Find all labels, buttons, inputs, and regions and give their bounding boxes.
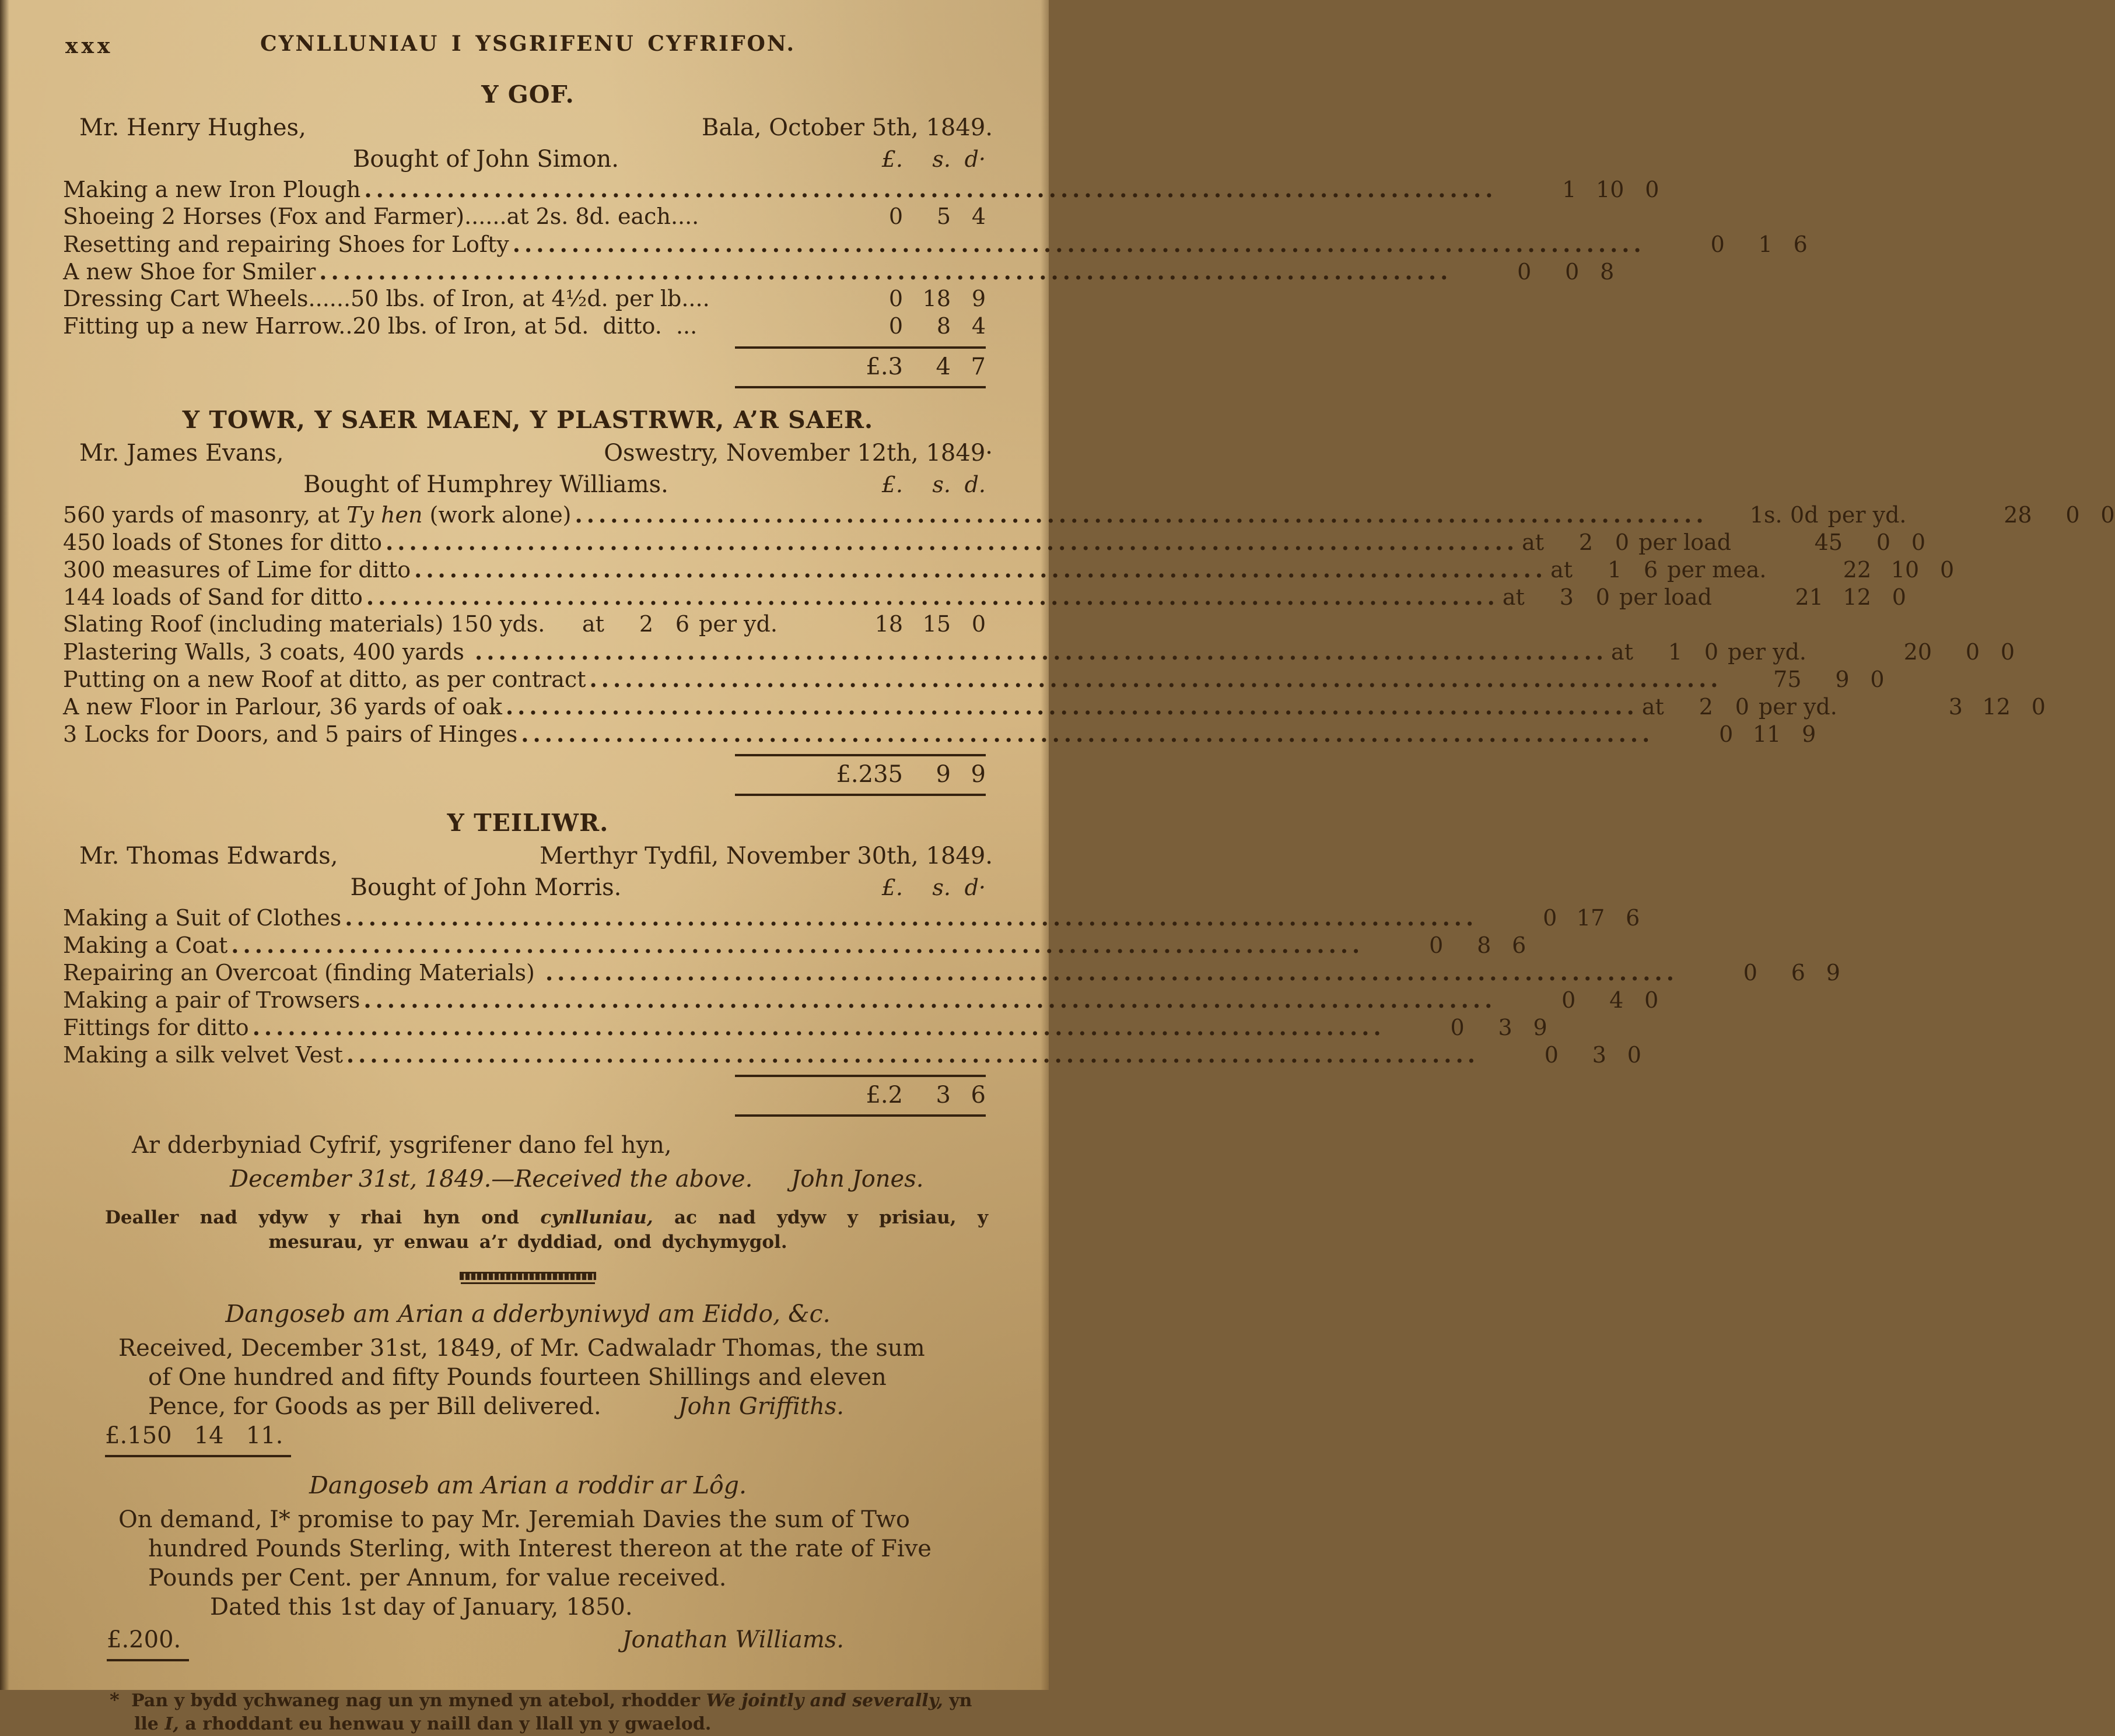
pence-header: d· (964, 146, 986, 172)
bill-line-item: 3 Locks for Doors, and 5 pairs of Hinges ..... 0 11 9 (63, 721, 993, 748)
place-date: Oswestry, November 12th, 1849· (604, 440, 993, 467)
dot-leader (513, 231, 1645, 257)
bill-items (63, 904, 1840, 1069)
bill-total: £.235 9 9 (735, 754, 986, 796)
dot-leader (231, 932, 1364, 958)
signature: Jonathan Williams. (622, 1626, 844, 1653)
rate-cell: at 1 6 per mea. (1550, 557, 1767, 583)
dot-leader (590, 666, 1722, 692)
bill-line-item: Making a silk velvet Vest ..... 0 3 0 (63, 1041, 993, 1069)
dot-leader (346, 1041, 1479, 1068)
bill-parties (63, 440, 993, 467)
customer-name: Mr. Thomas Edwards, (79, 843, 338, 869)
bill-line-item: 300 measures of Lime for ditto ..... at 1 6 per mea. 22 10 0 (63, 556, 993, 584)
bill-blacksmith (63, 80, 1808, 388)
receipt-amount: £.150 14 11. (105, 1421, 291, 1457)
shillings-header: s. (932, 875, 951, 900)
dot-leader (521, 721, 1654, 747)
bill-parties (63, 114, 993, 141)
currency-column-headers (827, 875, 986, 900)
customer-name: Mr. James Evans, (79, 440, 284, 467)
bill-total: £.3 4 7 (735, 346, 986, 388)
asterisk-marker: * (110, 1689, 120, 1711)
customer-name: Mr. Henry Hughes, (79, 114, 306, 141)
promissory-body: On demand, I* promise to pay Mr. Jeremiah Davies the sum of Two hundred Pounds Sterling, with Interest thereon at the rate of Five Pounds per Cent. per Annum, for value received. Dated this 1st day of January, 1850. £.200. Jonathan Williams. (63, 1505, 993, 1661)
received-above-text: December 31st, 1849.—Received the above. (230, 1166, 753, 1193)
received-above-line (230, 1166, 993, 1193)
signature: John Griffiths. (678, 1393, 844, 1420)
bought-of: Bought of John Simon. (352, 146, 619, 173)
shillings-header: s. (932, 146, 951, 172)
bill-line-item: Fitting up a new Harrow..20 lbs. of Iron, at 5d. ditto. ... 0 8 4 (63, 313, 986, 339)
dot-leader (575, 501, 1708, 528)
running-title: CYNLLUNIAU I YSGRIFENU CYFRIFON. (260, 31, 796, 56)
dot-leader (364, 176, 1497, 202)
rate-cell: at 3 0 per load (1502, 584, 1712, 610)
bill-items (63, 501, 2115, 748)
rate-cell: 1s. 0d per yd. (1749, 502, 1907, 528)
bill-line-item: Putting on a new Roof at ditto, as per contract ..... 75 9 0 (63, 666, 993, 693)
bought-of: Bought of John Morris. (350, 874, 622, 901)
bill-items (63, 176, 1808, 341)
dot-leader (319, 258, 1452, 285)
promissory-heading: Dangoseb am Arian a roddir ar Lôg. (309, 1471, 747, 1499)
bill-line-item: 144 loads of Sand for ditto ..... at 3 0 per load 21 12 0 (63, 584, 993, 611)
bill-line-item: Repairing an Overcoat (finding Materials) ..... 0 6 9 (63, 959, 993, 987)
section-divider (460, 1272, 596, 1280)
dot-leader (475, 639, 1608, 665)
page-number: xxx (65, 34, 114, 58)
place-date: Bala, October 5th, 1849. (701, 114, 993, 141)
dot-leader (545, 959, 1678, 986)
bill-line-item: Slating Roof (including materials) 150 yds. at 2 6 per yd. 18 15 0 (63, 611, 986, 637)
currency-column-headers (827, 146, 986, 172)
receipt-heading: Dangoseb am Arian a dderbyniwyd am Eiddo, &c. (225, 1300, 831, 1328)
bill-line-item: Resetting and repairing Shoes for Lofty ..... 0 1 6 (63, 231, 993, 258)
bill-line-item: 560 yards of masonry, at Ty hen (work alone) ..... 1s. 0d per yd. 28 0 0 (63, 501, 993, 529)
page-header (63, 31, 993, 61)
rate-cell: at 2 0 per yd. (1641, 694, 1837, 720)
bill-line-item: Making a Coat ..... 0 8 6 (63, 932, 993, 959)
pence-header: d· (964, 875, 986, 900)
bill-line-item: Making a Suit of Clothes ..... 0 17 6 (63, 904, 993, 932)
dot-leader (345, 904, 1477, 931)
rate-cell: at 2 0 per load (1522, 529, 1732, 555)
bought-of-line (63, 471, 993, 498)
bill-line-item: A new Shoe for Smiler ..... 0 0 8 (63, 258, 993, 286)
currency-column-headers (827, 472, 986, 497)
pounds-header: £. (881, 472, 903, 497)
disclaimer-note: Dealler nad ydyw y rhai hyn ond cynlluniau, ac nad ydyw y prisiau, y mesurau, yr enwau a’r dyddiad, ond dychymygol. (105, 1207, 988, 1253)
bill-title: Y GOF. (481, 80, 575, 108)
receipt-body: Received, December 31st, 1849, of Mr. Cadwaladr Thomas, the sum of One hundred and fifty Pounds fourteen Shillings and eleven Pence, for Goods as per Bill delivered. John Griffiths. £.150 14 11. (63, 1334, 993, 1457)
dot-leader (366, 584, 1499, 610)
dot-leader (363, 987, 1496, 1013)
bill-line-item: 450 loads of Stones for ditto ..... at 2 0 per load 45 0 0 (63, 529, 993, 556)
bill-line-item: Dressing Cart Wheels......50 lbs. of Iron, at 4½d. per lb.... 0 18 9 (63, 286, 986, 311)
signature: John Jones. (791, 1166, 924, 1193)
bill-line-item: Plastering Walls, 3 coats, 400 yards ..... at 1 0 per yd. 20 0 0 (63, 639, 993, 666)
rate-cell: at 2 6 per yd. (582, 611, 778, 637)
place-date: Merthyr Tydfil, November 30th, 1849. (540, 843, 993, 869)
bought-of-line (63, 874, 993, 901)
receipt-instruction: Ar dderbyniad Cyfrif, ysgrifener dano fel hyn, (132, 1132, 672, 1159)
bill-line-item: Making a pair of Trowsers ..... 0 4 0 (63, 987, 993, 1014)
footnote: * Pan y bydd ychwaneg nag un yn myned yn atebol, rhodder We jointly and severally, yn lle I, a rhoddant eu henwau y naill dan y llall yn y gwaelod. (110, 1689, 972, 1734)
bill-tailor (63, 809, 1840, 1117)
dot-leader (386, 529, 1518, 555)
dot-leader (253, 1014, 1385, 1040)
bill-line-item: Shoeing 2 Horses (Fox and Farmer)......at 2s. 8d. each.... 0 5 4 (63, 204, 986, 229)
pounds-header: £. (881, 146, 903, 172)
bill-title: Y TEILIWR. (447, 809, 609, 837)
bill-parties (63, 843, 993, 869)
bill-line-item: Fittings for ditto ..... 0 3 9 (63, 1014, 993, 1041)
pounds-header: £. (881, 875, 903, 900)
pence-header: d. (964, 472, 986, 497)
bill-title: Y TOWR, Y SAER MAEN, Y PLASTRWR, A’R SAER. (182, 406, 874, 434)
shillings-header: s. (932, 472, 951, 497)
dot-leader (506, 693, 1638, 720)
bill-line-item: Making a new Iron Plough ..... 1 10 0 (63, 176, 993, 204)
bought-of: Bought of Humphrey Williams. (303, 471, 668, 498)
bought-of-line (63, 146, 993, 173)
bill-line-item: A new Floor in Parlour, 36 yards of oak ..... at 2 0 per yd. 3 12 0 (63, 693, 993, 721)
dot-leader (414, 556, 1547, 583)
rate-cell: at 1 0 per yd. (1611, 639, 1806, 665)
bill-total: £.2 3 6 (735, 1075, 986, 1117)
promissory-amount: £.200. (107, 1625, 189, 1661)
bill-builder (63, 406, 2115, 796)
